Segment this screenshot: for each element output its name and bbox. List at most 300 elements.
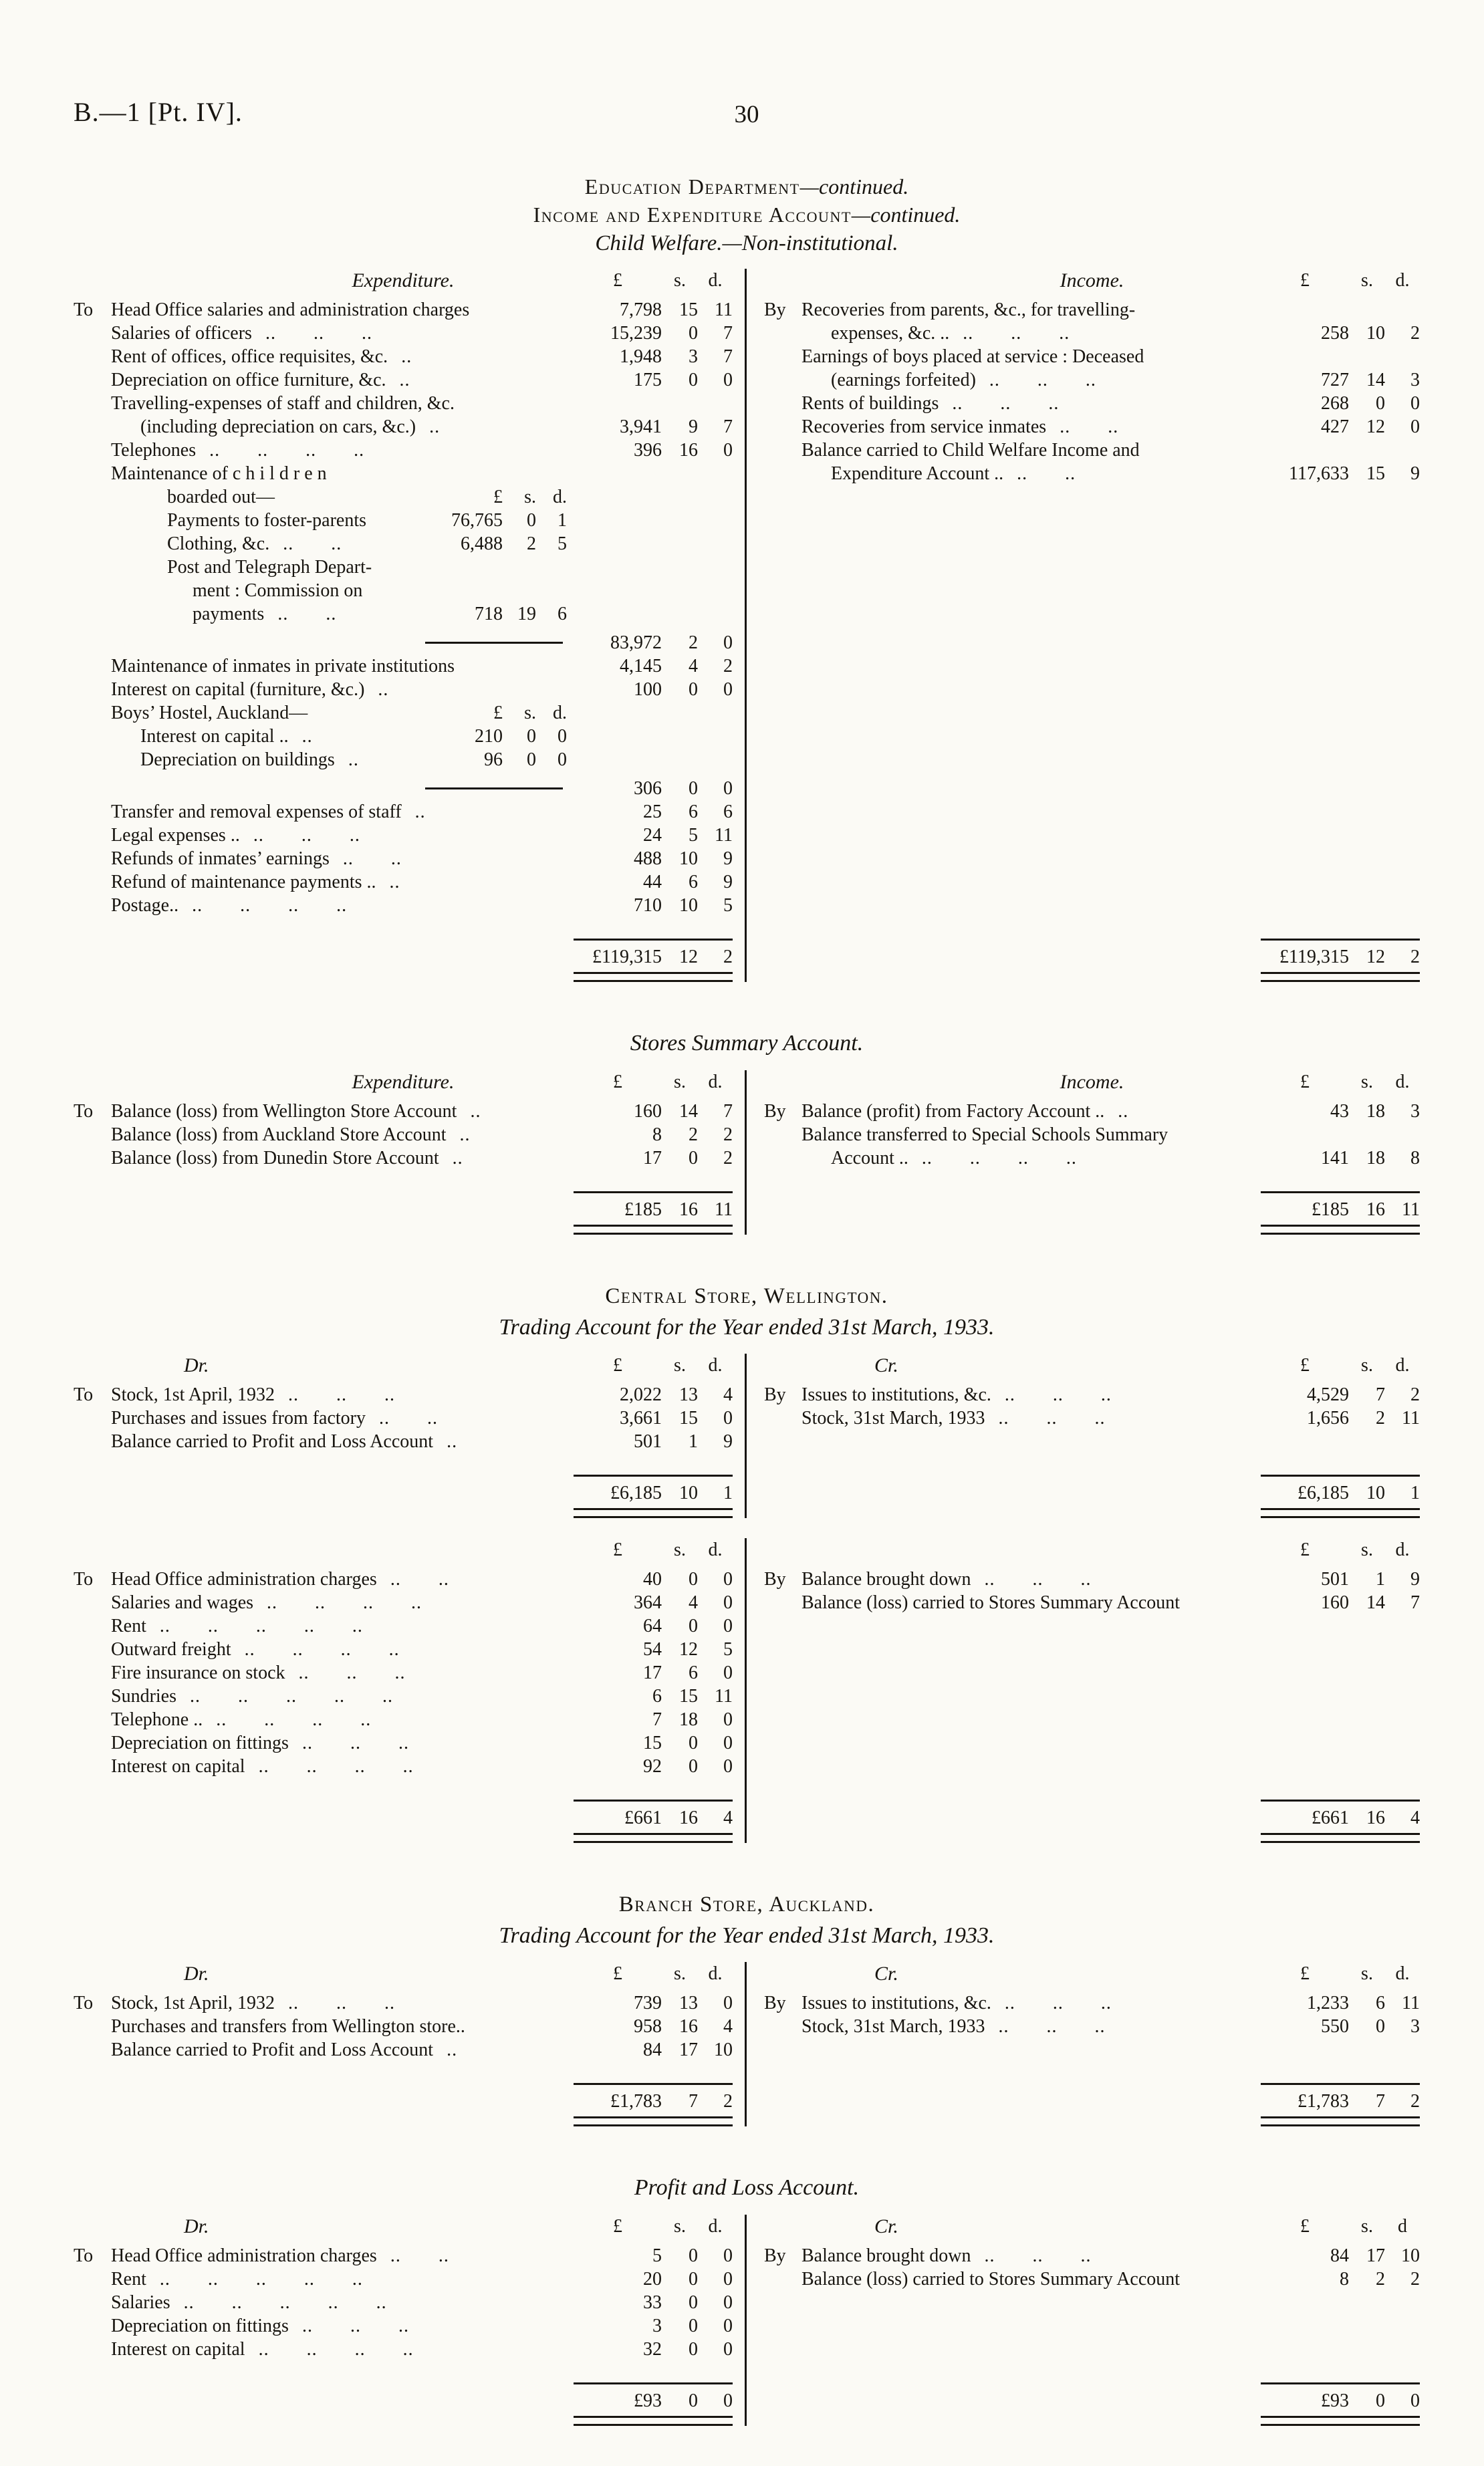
- amount-pounds: 958: [634, 2016, 662, 2037]
- ledger-row: [74, 1614, 733, 1638]
- amount-pounds: 258: [1321, 323, 1349, 344]
- row-label: Head Office administration charges .. ..: [111, 1569, 449, 1590]
- inner-amount-group: [425, 748, 567, 771]
- amount-shillings: 15: [679, 1686, 698, 1707]
- row-label: Fire insurance on stock .. .. ..: [111, 1662, 406, 1683]
- amount-pounds: 268: [1321, 393, 1349, 414]
- amount-shillings: 1: [689, 1431, 698, 1452]
- amount-pence: 2: [723, 2091, 733, 2112]
- total-row: [74, 2361, 733, 2426]
- amount-pounds: 550: [1321, 2016, 1349, 2037]
- amount-group: [1261, 1406, 1420, 1430]
- inner-column-headers: [425, 701, 567, 725]
- amount-group: [574, 1591, 733, 1614]
- ledger-row: [74, 1661, 733, 1685]
- dot-leader: .. .. .. .. ..: [159, 1616, 363, 1636]
- column-header-pence: d.: [553, 703, 567, 723]
- total-box: [1261, 939, 1420, 982]
- amount-pounds: 501: [634, 1431, 662, 1452]
- row-prefix: To: [74, 2245, 94, 2266]
- amount-group: [574, 870, 733, 894]
- ledger-half-left: [74, 2215, 747, 2426]
- amount-pence: 2: [1410, 947, 1420, 967]
- column-header-shillings: s.: [524, 703, 536, 723]
- amount-pounds: 7: [652, 1709, 662, 1730]
- total-amount: [1261, 1477, 1420, 1508]
- amount-shillings: 15: [679, 299, 698, 320]
- total-row: [764, 1778, 1420, 1843]
- double-rule: [574, 2416, 733, 2426]
- amount-pence: 0: [723, 1569, 733, 1590]
- document-reference: B.—1 [Pt. IV].: [74, 97, 243, 127]
- amount-shillings: 0: [689, 2339, 698, 2360]
- row-label: Stock, 1st April, 1932 .. .. ..: [111, 1993, 396, 2013]
- amount-group: [574, 322, 733, 345]
- amount-group: [1261, 2267, 1420, 2291]
- amount-pounds: 96: [484, 749, 503, 770]
- amount-pence: 0: [723, 440, 733, 461]
- ledger-row: [764, 439, 1420, 462]
- amount-shillings: 14: [1366, 370, 1385, 390]
- row-label: Maintenance of inmates in private institutions: [111, 656, 455, 676]
- amount-shillings: 0: [527, 510, 536, 531]
- amount-pounds: 64: [643, 1616, 662, 1636]
- ledger-row: [74, 654, 733, 678]
- amount-pounds: £185: [624, 1199, 662, 1220]
- amount-pounds: £185: [1312, 1199, 1349, 1220]
- column-header-pounds: £: [493, 487, 503, 507]
- amount-group: [1261, 1991, 1420, 2015]
- side-heading: Dr.: [184, 1963, 209, 1985]
- dot-leader: .. .. .. ..: [267, 1592, 422, 1613]
- amount-shillings: 6: [689, 872, 698, 892]
- column-header-pounds: £: [613, 1539, 622, 1560]
- profit-loss-ledger: [74, 2215, 1420, 2426]
- row-label: Balance transferred to Special Schools Summary: [801, 1124, 1168, 1145]
- child-welfare-subtitle: Child Welfare.—Non-institutional.: [595, 231, 898, 255]
- total-row: [74, 1453, 733, 1518]
- total-row: [74, 917, 733, 982]
- row-label: Refunds of inmates’ earnings .. ..: [111, 848, 402, 869]
- amount-shillings: 4: [689, 1592, 698, 1613]
- amount-group: [574, 1100, 733, 1123]
- amount-shillings: 16: [1366, 1808, 1385, 1828]
- amount-pence: 5: [558, 533, 567, 554]
- money-column-headers: [574, 1962, 733, 1985]
- ledger-row: [74, 415, 733, 439]
- amount-pence: 2: [1410, 2091, 1420, 2112]
- amount-pounds: 3,941: [620, 416, 662, 437]
- total-box: [1261, 1475, 1420, 1518]
- ledger-half-left: [74, 1070, 747, 1235]
- column-header-pounds: £: [613, 270, 622, 291]
- amount-shillings: 18: [1366, 1148, 1385, 1168]
- column-header-pence: d.: [708, 1355, 723, 1376]
- total-row: [764, 1170, 1420, 1235]
- amount-group: [574, 894, 733, 917]
- dot-leader: ..: [389, 872, 400, 892]
- row-label: Salaries of officers .. .. ..: [111, 323, 372, 344]
- amount-pence: 4: [723, 2016, 733, 2037]
- row-label: Depreciation on fittings .. .. ..: [111, 1733, 409, 1753]
- amount-pounds: £119,315: [592, 947, 662, 967]
- dot-leader: .. ..: [379, 1408, 439, 1429]
- total-row: [74, 2062, 733, 2126]
- ledger-half-left: [74, 269, 747, 982]
- ledger-row: [74, 870, 733, 894]
- amount-pounds: 739: [634, 1993, 662, 2013]
- ledger-row: [74, 556, 733, 579]
- column-header-pence: d.: [708, 1539, 723, 1560]
- ledger-row: [74, 1731, 733, 1755]
- amount-pounds: 160: [1321, 1592, 1349, 1613]
- row-prefix: By: [764, 1101, 786, 1122]
- inner-amount-group: [425, 509, 567, 532]
- double-rule: [574, 1508, 733, 1518]
- column-header-pounds: £: [1300, 1355, 1310, 1376]
- ledger-row: [74, 1991, 733, 2015]
- dot-leader: ..: [378, 679, 389, 700]
- ledger-row: [74, 1708, 733, 1731]
- total-amount: [574, 941, 733, 972]
- total-row: [74, 1170, 733, 1235]
- column-header-pence: d.: [708, 1963, 723, 1984]
- row-label: Balance (profit) from Factory Account .. ..: [801, 1101, 1129, 1122]
- amount-pence: 0: [723, 679, 733, 700]
- dot-leader: ..: [399, 370, 410, 390]
- row-label: Recoveries from parents, &c., for travelling-: [801, 299, 1136, 320]
- amount-shillings: 0: [689, 1733, 698, 1753]
- double-rule: [1261, 1508, 1420, 1518]
- dot-leader: .. .. .. .. ..: [159, 2269, 363, 2290]
- amount-pence: 4: [1410, 1808, 1420, 1828]
- amount-pence: 0: [723, 1733, 733, 1753]
- amount-pounds: 175: [634, 370, 662, 390]
- ledger-row: [764, 322, 1420, 345]
- amount-pounds: 427: [1321, 416, 1349, 437]
- row-label: Outward freight .. .. .. ..: [111, 1639, 400, 1660]
- column-header-pounds: £: [1300, 1963, 1310, 1984]
- ledger-row: [74, 509, 733, 532]
- column-header-pounds: £: [1300, 2216, 1310, 2237]
- amount-pounds: 160: [634, 1101, 662, 1122]
- amount-pence: 11: [715, 299, 733, 320]
- amount-pounds: £6,185: [1297, 1483, 1349, 1503]
- ledger-row: [74, 2338, 733, 2361]
- row-label: Salaries .. .. .. .. ..: [111, 2292, 387, 2313]
- dot-leader: .. .. ..: [298, 1662, 406, 1683]
- ledger-row: [74, 462, 733, 485]
- amount-shillings: 0: [689, 1756, 698, 1777]
- amount-shillings: 18: [1366, 1101, 1385, 1122]
- side-heading: Expenditure.: [352, 269, 455, 291]
- amount-pence: 0: [558, 749, 567, 770]
- amount-pence: 0: [723, 1662, 733, 1683]
- amount-shillings: 0: [689, 2292, 698, 2313]
- amount-pounds: 1,656: [1307, 1408, 1349, 1429]
- total-row: [764, 1453, 1420, 1518]
- dot-leader: .. ..: [1017, 463, 1076, 484]
- branch-store-trading-ledger: [74, 1962, 1420, 2126]
- amount-group: [574, 1614, 733, 1638]
- side-heading: Cr.: [874, 1963, 898, 1985]
- amount-pence: 11: [715, 825, 733, 846]
- amount-pence: 11: [1402, 1199, 1420, 1220]
- row-label: Depreciation on buildings ..: [140, 749, 359, 770]
- amount-pounds: £119,315: [1279, 947, 1349, 967]
- amount-shillings: 10: [1366, 1483, 1385, 1503]
- amount-pounds: 83,972: [610, 632, 662, 653]
- ledger-row: [74, 392, 733, 415]
- amount-shillings: 0: [689, 370, 698, 390]
- ledger-row: [74, 1568, 733, 1591]
- ledger-half-right: [747, 269, 1420, 982]
- total-box: [574, 1800, 733, 1843]
- amount-shillings: 0: [689, 2316, 698, 2336]
- row-label: Account .. .. .. .. ..: [831, 1148, 1077, 1168]
- dot-leader: .. .. ..: [963, 323, 1070, 344]
- column-header-shillings: s.: [1361, 1355, 1373, 1376]
- amount-pounds: 488: [634, 848, 662, 869]
- amount-pounds: 396: [634, 440, 662, 461]
- ledger-row: [74, 532, 733, 556]
- column-header-pence: d.: [1395, 1539, 1410, 1560]
- amount-shillings: 14: [1366, 1592, 1385, 1613]
- amount-pounds: £661: [1312, 1808, 1349, 1828]
- row-label: Sundries .. .. .. .. ..: [111, 1686, 393, 1707]
- amount-shillings: 10: [679, 895, 698, 916]
- amount-group: [1261, 1146, 1420, 1170]
- row-label: boarded out—: [167, 487, 275, 507]
- row-label: Telephone .. .. .. .. ..: [111, 1709, 372, 1730]
- amount-pence: 0: [723, 1756, 733, 1777]
- amount-pounds: 92: [643, 1756, 662, 1777]
- column-header-shillings: s.: [1361, 270, 1373, 291]
- side-heading: Dr.: [184, 2215, 209, 2237]
- amount-group: [574, 439, 733, 462]
- side-heading: Cr.: [874, 1354, 898, 1376]
- ledger-row: [764, 1991, 1420, 2015]
- total-box: [574, 1191, 733, 1235]
- amount-pounds: 43: [1330, 1101, 1349, 1122]
- double-rule: [574, 1833, 733, 1843]
- amount-pence: 0: [1410, 2390, 1420, 2411]
- money-column-headers: [574, 1538, 733, 1562]
- amount-shillings: 2: [527, 533, 536, 554]
- ledger-row: [764, 2015, 1420, 2038]
- amount-shillings: 0: [1376, 2016, 1385, 2037]
- ledger-column-header: [764, 1962, 1420, 1991]
- rule-line: [425, 787, 563, 789]
- money-column-headers: [574, 2215, 733, 2238]
- ledger-half-right: [747, 1070, 1420, 1235]
- double-rule: [574, 1225, 733, 1235]
- amount-shillings: 15: [1366, 463, 1385, 484]
- amount-shillings: 2: [689, 632, 698, 653]
- row-prefix: By: [764, 299, 786, 320]
- amount-group: [574, 800, 733, 824]
- amount-pence: 0: [1410, 393, 1420, 414]
- dot-leader: ..: [401, 346, 412, 367]
- dot-leader: .. .. ..: [998, 1408, 1106, 1429]
- total-row: [764, 2361, 1420, 2426]
- row-label: Salaries and wages .. .. .. ..: [111, 1592, 422, 1613]
- row-label: Interest on capital .. .. .. ..: [111, 1756, 414, 1777]
- money-column-headers: [574, 269, 733, 292]
- amount-pence: 0: [723, 1408, 733, 1429]
- amount-pounds: 17: [643, 1662, 662, 1683]
- ledger-row: [764, 462, 1420, 485]
- ledger-row: [74, 1100, 733, 1123]
- amount-pence: 9: [723, 872, 733, 892]
- amount-pence: 11: [1402, 1408, 1420, 1429]
- amount-pounds: 6: [652, 1686, 662, 1707]
- column-header-pence: d: [1398, 2216, 1407, 2237]
- ledger-row: [764, 2267, 1420, 2291]
- amount-pence: 11: [715, 1199, 733, 1220]
- row-label: Transfer and removal expenses of staff ..: [111, 802, 426, 822]
- ledger-row: [74, 579, 733, 602]
- ledger-row: [74, 2015, 733, 2038]
- total-amount: [574, 2085, 733, 2116]
- account-heading-text: Income and Expenditure Account: [533, 203, 852, 227]
- amount-group: [574, 1991, 733, 2015]
- money-column-headers: [1261, 1962, 1420, 1985]
- double-rule: [1261, 2116, 1420, 2126]
- row-label: Head Office administration charges .. ..: [111, 2245, 449, 2266]
- amount-shillings: 0: [689, 1616, 698, 1636]
- amount-pounds: 40: [643, 1569, 662, 1590]
- money-column-headers: [574, 1354, 733, 1377]
- dot-leader: .. ..: [1060, 416, 1119, 437]
- amount-pence: 1: [723, 1483, 733, 1503]
- row-label: Stock, 31st March, 1933 .. .. ..: [801, 2016, 1106, 2037]
- amount-shillings: 4: [689, 656, 698, 676]
- amount-shillings: 2: [689, 1124, 698, 1145]
- ledger-half-left: [74, 1538, 747, 1843]
- row-label: ment : Commission on: [193, 580, 363, 601]
- row-label: Balance (loss) from Auckland Store Account ..: [111, 1124, 471, 1145]
- money-column-headers: [1261, 269, 1420, 292]
- amount-group: [574, 415, 733, 439]
- amount-shillings: 0: [689, 679, 698, 700]
- dot-leader: .. .. .. ..: [192, 895, 348, 916]
- column-header-shillings: s.: [674, 1355, 686, 1376]
- amount-pence: 2: [723, 656, 733, 676]
- amount-pounds: 25: [643, 802, 662, 822]
- money-column-headers: [1261, 1354, 1420, 1377]
- amount-group: [574, 1708, 733, 1731]
- amount-group: [574, 1430, 733, 1453]
- amount-shillings: 12: [1366, 947, 1385, 967]
- row-label: Balance carried to Profit and Loss Account ..: [111, 2040, 458, 2060]
- amount-group: [1261, 2015, 1420, 2038]
- dot-leader: .. ..: [390, 1569, 449, 1590]
- ledger-row: [74, 894, 733, 917]
- amount-shillings: 16: [679, 2016, 698, 2037]
- double-rule: [1261, 1833, 1420, 1843]
- amount-pounds: 44: [643, 872, 662, 892]
- amount-pence: 3: [1410, 1101, 1420, 1122]
- amount-shillings: 17: [679, 2040, 698, 2060]
- ledger-column-header: [74, 1962, 733, 1991]
- amount-group: [574, 298, 733, 322]
- money-column-headers: [1261, 1538, 1420, 1562]
- ledger-row: [74, 298, 733, 322]
- column-header-shillings: s.: [674, 1963, 686, 1984]
- ledger-row: [74, 345, 733, 368]
- ledger-row: [764, 415, 1420, 439]
- amount-pounds: 32: [643, 2339, 662, 2360]
- page-header: [74, 97, 1420, 139]
- amount-pence: 1: [1410, 1483, 1420, 1503]
- row-label: Refund of maintenance payments .. ..: [111, 872, 400, 892]
- amount-group: [1261, 1383, 1420, 1406]
- dot-leader: .. .. ..: [984, 2245, 1092, 2266]
- row-prefix: By: [764, 1569, 786, 1590]
- row-label: Interest on capital .. ..: [140, 726, 313, 747]
- ledger-row: [74, 2038, 733, 2062]
- account-heading: [74, 201, 1420, 229]
- dot-leader: ..: [429, 416, 441, 437]
- column-header-pounds: £: [613, 1072, 622, 1092]
- row-prefix: To: [74, 1101, 94, 1122]
- ledger-row: [74, 800, 733, 824]
- amount-pounds: 306: [634, 778, 662, 799]
- amount-shillings: 10: [679, 848, 698, 869]
- dot-leader: .. ..: [342, 848, 402, 869]
- row-prefix: By: [764, 1993, 786, 2013]
- dot-leader: .. .. ..: [952, 393, 1060, 414]
- ledger-row: [74, 1591, 733, 1614]
- ledger-row: [74, 1685, 733, 1708]
- amount-pence: 0: [723, 2245, 733, 2266]
- amount-shillings: 10: [679, 1483, 698, 1503]
- column-header-shillings: s.: [1361, 2216, 1373, 2237]
- ledger-row: [74, 1123, 733, 1146]
- amount-shillings: 6: [689, 802, 698, 822]
- dot-leader: .. .. ..: [301, 1733, 409, 1753]
- double-rule: [1261, 972, 1420, 982]
- amount-group: [574, 368, 733, 392]
- amount-pence: 2: [723, 1124, 733, 1145]
- amount-pence: 3: [1410, 2016, 1420, 2037]
- dot-leader: ..: [470, 1101, 481, 1122]
- ledger-column-header: [74, 2215, 733, 2244]
- amount-group: [574, 678, 733, 701]
- ledger-row: [74, 2267, 733, 2291]
- row-label: Balance (loss) from Dunedin Store Account ..: [111, 1148, 463, 1168]
- amount-pence: 0: [723, 778, 733, 799]
- ledger-row: [74, 485, 733, 509]
- side-heading: Income.: [1060, 1071, 1124, 1093]
- stores-summary-title: Stores Summary Account.: [630, 1031, 864, 1056]
- amount-pounds: 8: [652, 1124, 662, 1145]
- dot-leader: .. .. ..: [984, 1569, 1092, 1590]
- dot-leader: ..: [414, 802, 426, 822]
- stores-summary-ledger: [74, 1070, 1420, 1235]
- column-header-pounds: £: [1300, 1539, 1310, 1560]
- money-column-headers: [1261, 1070, 1420, 1094]
- row-label: Stock, 1st April, 1932 .. .. ..: [111, 1384, 396, 1405]
- ledger-row: [74, 2314, 733, 2338]
- amount-pence: 0: [558, 726, 567, 747]
- dot-leader: ..: [301, 726, 313, 747]
- dot-leader: .. ..: [277, 604, 337, 624]
- amount-pounds: 1,948: [620, 346, 662, 367]
- amount-pence: 2: [723, 947, 733, 967]
- row-label: Balance brought down .. .. ..: [801, 1569, 1092, 1590]
